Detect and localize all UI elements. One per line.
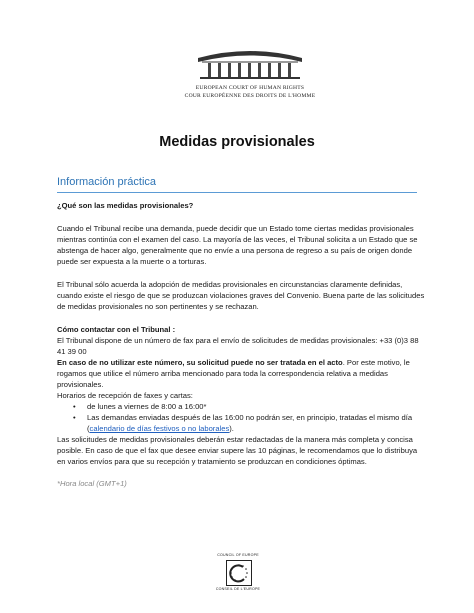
warning-rest: . Por este motivo, le rogamos que utilice el número arriba mencionado para toda la correspondencia relativa a medidas provisionales. [57,358,410,389]
court-logo [160,46,340,106]
heading-rule [57,192,417,193]
closing-paragraph: Las solicitudes de medidas provisionales deberán estar redactadas de la manera más completa y concisa posible. En caso de que el fax que desee enviar supere las 10 páginas, le recomendamos que lo distribuya en varios envíos para que su recepción y tratamiento se produzcan en condiciones óptimas. [57,435,418,466]
court-name-fr: COUR EUROPÉENNE DES DROITS DE L'HOMME [184,93,316,99]
holidays-calendar-link[interactable]: calendario de días festivos o no laborales [89,424,230,433]
court-name-en: EUROPEAN COURT OF HUMAN RIGHTS [195,85,305,91]
council-of-europe-logo-icon [226,560,252,586]
warning-text [57,357,427,390]
paragraph-intro: Cuando el Tribunal recibe una demanda, puede decidir que un Estado tome ciertas medidas provisionales mientras continúa con el examen del caso. La mayoría de las veces, el Tribunal solicita a un Estado que se abstenga de hacer algo, generalmente que no envíe a una persona de regreso a su país de origen donde puede ser expuesta a la muerte o a torturas. [57,224,418,266]
footnote: *Hora local (GMT+1) [57,479,127,488]
page-title: Medidas provisionales [159,134,315,150]
hours-label: Horarios de recepción de faxes y cartas: [57,391,193,400]
list-item [57,412,427,434]
section-heading: Información práctica [57,176,157,188]
paragraph-criteria: El Tribunal sólo acuerda la adopción de medidas provisionales en circunstancias claramente definidas, cuando existe el riesgo de que se produzcan violaciones graves del Convenio. Buena parte de las solicitudes de medidas provisionales no son pertinentes y se rechazan. [57,280,425,311]
hours-weekdays: de lunes a viernes de 8:00 a 16:00* [87,402,207,411]
coe-name-fr: CONSEIL DE L'EUROPE [215,587,261,591]
fax-text: El Tribunal dispone de un número de fax para el envío de solicitudes de medidas provisionales: +33 (0)3 88 41 39 00 [57,336,419,356]
contact-heading: Cómo contactar con el Tribunal : [57,325,176,334]
question-heading: ¿Qué son las medidas provisionales? [57,201,194,210]
court-building-icon [178,46,322,82]
list-item [57,401,427,412]
coe-name-en: COUNCIL OF EUROPE [217,553,259,557]
hours-list [57,401,427,434]
warning-bold: En caso de no utilizar este número, su solicitud puede no ser tratada en el acto [57,358,343,367]
hours-note-pre: Las demandas enviadas después de las 16:00 no podrán ser, en principio, tratadas el mismo día ( [87,413,413,433]
bullet-icon: • [73,402,76,411]
document-body [57,200,427,489]
hours-note-post: ). [229,424,234,433]
council-of-europe-logo [208,553,268,601]
bullet-icon: • [73,413,76,422]
